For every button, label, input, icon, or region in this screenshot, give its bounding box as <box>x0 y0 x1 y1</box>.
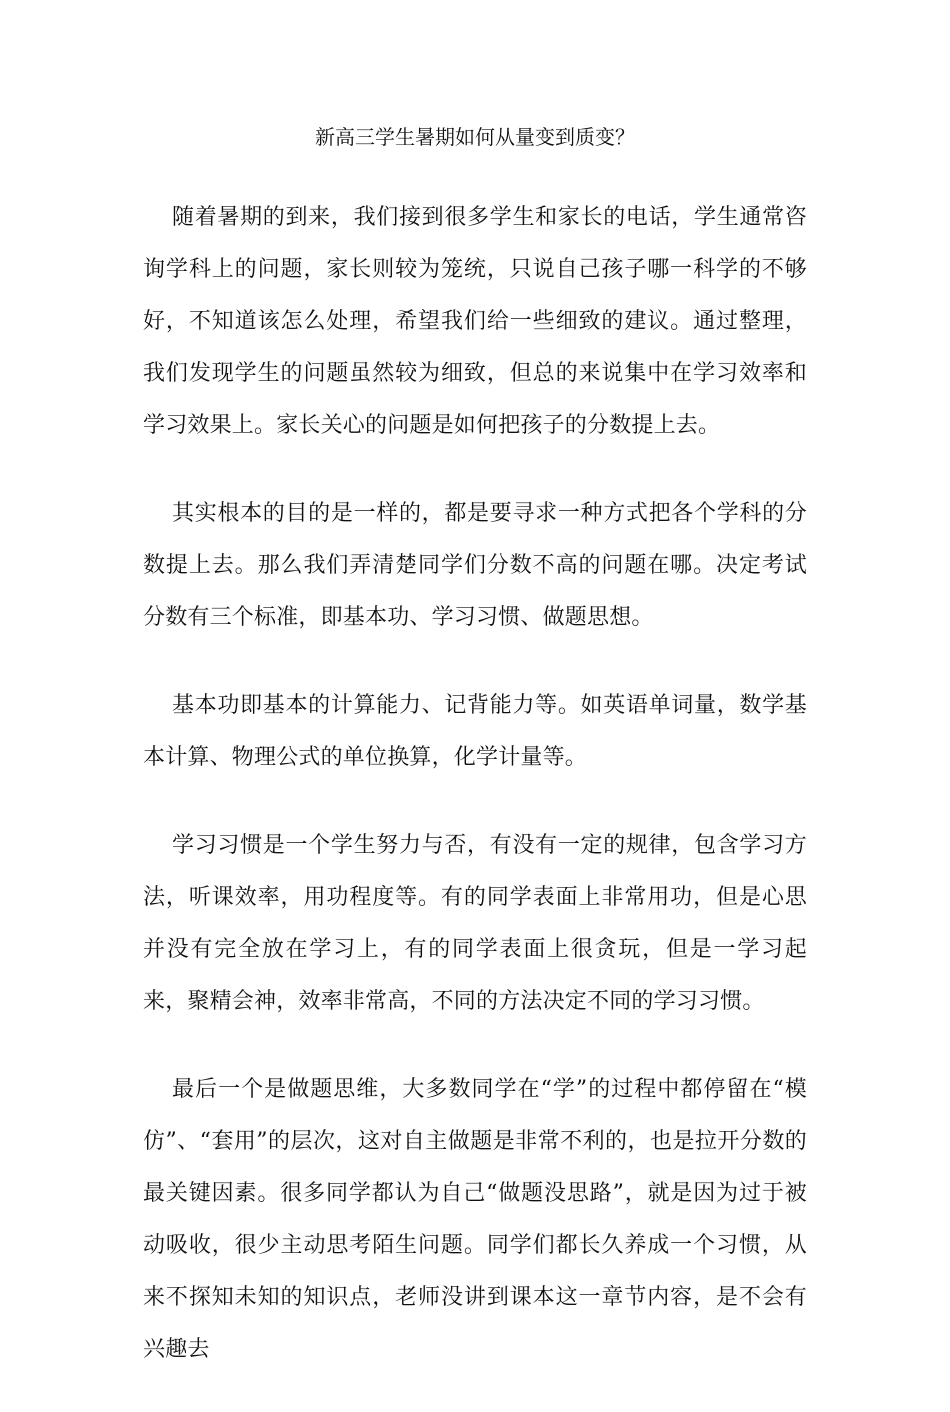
paragraph-study-habits: 学习习惯是一个学生努力与否，有没有一定的规律，包含学习方法，听课效率，用功程度等。有的同学表面上非常用功，但是心思并没有完全放在学习上，有的同学表面上很贪玩，但是一学习起来，聚精会神，效率非常高，不同的方法决定不同的学习习惯。 <box>143 833 807 1014</box>
paragraph-fundamentals: 基本功即基本的计算能力、记背能力等。如英语单词量，数学基本计算、物理公式的单位换算，化学计量等。 <box>143 693 807 770</box>
document-title: 新高三学生暑期如何从量变到质变？ <box>315 125 635 149</box>
paragraph-intro: 随着暑期的到来，我们接到很多学生和家长的电话，学生通常咨询学科上的问题，家长则较为笼统，只说自己孩子哪一科学的不够好，不知道该怎么处理，希望我们给一些细致的建议。通过整理，我们发现学生的问题虽然较为细致，但总的来说集中在学习效率和学习效果上。家长关心的问题是如何把孩子的分数提上去。 <box>143 205 807 438</box>
paragraph-problem-solving: 最后一个是做题思维，大多数同学在“学”的过程中都停留在“模仿”、“套用”的层次，这对自主做题是非常不利的，也是拉开分数的最关键因素。很多同学都认为自己“做题没思路”，就是因为过于被动吸收，很少主动思考陌生问题。同学们都长久养成一个习惯，从来不探知未知的知识点，老师没讲到课本这一章节内容，是不会有兴趣去 <box>143 1077 807 1362</box>
paragraph-purpose: 其实根本的目的是一样的，都是要寻求一种方式把各个学科的分数提上去。那么我们弄清楚同学们分数不高的问题在哪。决定考试分数有三个标准，即基本功、学习习惯、做题思想。 <box>143 501 807 630</box>
document-body <box>143 192 807 1412</box>
